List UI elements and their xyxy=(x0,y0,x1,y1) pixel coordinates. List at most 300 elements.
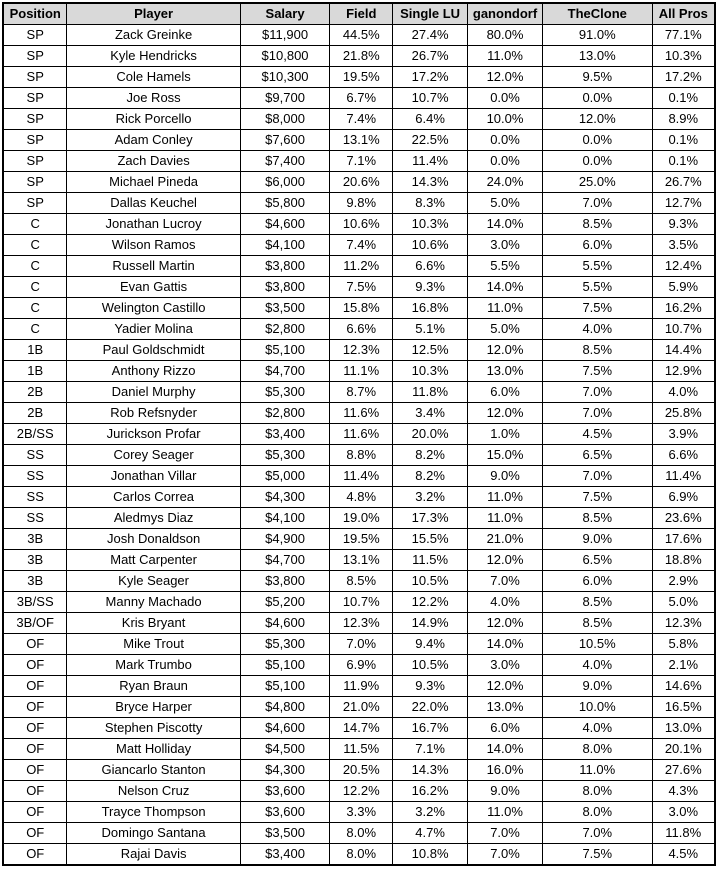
field-cell: 6.9% xyxy=(330,655,393,676)
table-row xyxy=(3,298,715,319)
theclone-cell: 0.0% xyxy=(543,151,653,172)
position-cell: OF xyxy=(3,655,67,676)
field-cell: 7.0% xyxy=(330,634,393,655)
single-lu-cell: 17.2% xyxy=(393,67,468,88)
player-cell: Nelson Cruz xyxy=(67,781,240,802)
ganondorf-cell: 11.0% xyxy=(468,802,543,823)
player-cell: Mike Trout xyxy=(67,634,240,655)
all-pros-cell: 3.9% xyxy=(652,424,715,445)
salary-cell: $3,500 xyxy=(240,298,330,319)
header-all-pros: All Pros xyxy=(652,3,715,25)
position-cell: SP xyxy=(3,67,67,88)
single-lu-cell: 8.3% xyxy=(393,193,468,214)
position-cell: SP xyxy=(3,172,67,193)
all-pros-cell: 5.0% xyxy=(652,592,715,613)
single-lu-cell: 3.4% xyxy=(393,403,468,424)
position-cell: 3B xyxy=(3,529,67,550)
player-cell: Aledmys Diaz xyxy=(67,508,240,529)
all-pros-cell: 5.8% xyxy=(652,634,715,655)
ganondorf-cell: 9.0% xyxy=(468,466,543,487)
player-cell: Josh Donaldson xyxy=(67,529,240,550)
single-lu-cell: 11.4% xyxy=(393,151,468,172)
field-cell: 7.1% xyxy=(330,151,393,172)
player-cell: Zack Greinke xyxy=(67,25,240,46)
all-pros-cell: 0.1% xyxy=(652,130,715,151)
header-field: Field xyxy=(330,3,393,25)
salary-cell: $4,100 xyxy=(240,508,330,529)
ganondorf-cell: 80.0% xyxy=(468,25,543,46)
table-row xyxy=(3,844,715,866)
position-cell: C xyxy=(3,235,67,256)
ganondorf-cell: 7.0% xyxy=(468,571,543,592)
field-cell: 19.0% xyxy=(330,508,393,529)
position-cell: SP xyxy=(3,25,67,46)
theclone-cell: 7.5% xyxy=(543,844,653,866)
salary-cell: $2,800 xyxy=(240,403,330,424)
all-pros-cell: 3.5% xyxy=(652,235,715,256)
position-cell: OF xyxy=(3,739,67,760)
salary-cell: $5,000 xyxy=(240,466,330,487)
ganondorf-cell: 4.0% xyxy=(468,592,543,613)
player-cell: Domingo Santana xyxy=(67,823,240,844)
single-lu-cell: 27.4% xyxy=(393,25,468,46)
player-cell: Jurickson Profar xyxy=(67,424,240,445)
salary-cell: $4,700 xyxy=(240,361,330,382)
table-row xyxy=(3,256,715,277)
ganondorf-cell: 14.0% xyxy=(468,214,543,235)
player-cell: Manny Machado xyxy=(67,592,240,613)
salary-cell: $5,300 xyxy=(240,382,330,403)
ganondorf-cell: 24.0% xyxy=(468,172,543,193)
all-pros-cell: 4.5% xyxy=(652,844,715,866)
table-row xyxy=(3,760,715,781)
all-pros-cell: 12.3% xyxy=(652,613,715,634)
theclone-cell: 8.0% xyxy=(543,781,653,802)
theclone-cell: 8.5% xyxy=(543,592,653,613)
ganondorf-cell: 0.0% xyxy=(468,88,543,109)
field-cell: 20.6% xyxy=(330,172,393,193)
salary-cell: $3,600 xyxy=(240,802,330,823)
table-row xyxy=(3,130,715,151)
all-pros-cell: 10.3% xyxy=(652,46,715,67)
header-salary: Salary xyxy=(240,3,330,25)
salary-cell: $10,800 xyxy=(240,46,330,67)
single-lu-cell: 15.5% xyxy=(393,529,468,550)
salary-cell: $4,600 xyxy=(240,613,330,634)
position-cell: 3B xyxy=(3,550,67,571)
theclone-cell: 4.0% xyxy=(543,718,653,739)
position-cell: C xyxy=(3,214,67,235)
field-cell: 10.6% xyxy=(330,214,393,235)
position-cell: 3B/SS xyxy=(3,592,67,613)
field-cell: 11.2% xyxy=(330,256,393,277)
single-lu-cell: 10.7% xyxy=(393,88,468,109)
table-row xyxy=(3,151,715,172)
theclone-cell: 12.0% xyxy=(543,109,653,130)
field-cell: 8.0% xyxy=(330,844,393,866)
ganondorf-cell: 12.0% xyxy=(468,676,543,697)
ganondorf-cell: 11.0% xyxy=(468,46,543,67)
all-pros-cell: 10.7% xyxy=(652,319,715,340)
salary-cell: $5,200 xyxy=(240,592,330,613)
player-cell: Yadier Molina xyxy=(67,319,240,340)
player-cell: Kyle Seager xyxy=(67,571,240,592)
table-row xyxy=(3,277,715,298)
field-cell: 21.0% xyxy=(330,697,393,718)
player-cell: Ryan Braun xyxy=(67,676,240,697)
player-cell: Russell Martin xyxy=(67,256,240,277)
field-cell: 12.3% xyxy=(330,613,393,634)
ganondorf-cell: 0.0% xyxy=(468,130,543,151)
table-row xyxy=(3,46,715,67)
salary-cell: $3,400 xyxy=(240,844,330,866)
all-pros-cell: 12.7% xyxy=(652,193,715,214)
position-cell: 1B xyxy=(3,340,67,361)
table-row xyxy=(3,340,715,361)
salary-cell: $7,600 xyxy=(240,130,330,151)
table-row xyxy=(3,718,715,739)
single-lu-cell: 10.5% xyxy=(393,655,468,676)
player-cell: Jonathan Villar xyxy=(67,466,240,487)
header-position: Position xyxy=(3,3,67,25)
ganondorf-cell: 5.5% xyxy=(468,256,543,277)
table-row xyxy=(3,25,715,46)
all-pros-cell: 11.8% xyxy=(652,823,715,844)
ganondorf-cell: 11.0% xyxy=(468,508,543,529)
ganondorf-cell: 7.0% xyxy=(468,823,543,844)
ganondorf-cell: 12.0% xyxy=(468,550,543,571)
single-lu-cell: 12.5% xyxy=(393,340,468,361)
field-cell: 11.6% xyxy=(330,403,393,424)
single-lu-cell: 14.9% xyxy=(393,613,468,634)
table-row xyxy=(3,172,715,193)
theclone-cell: 8.0% xyxy=(543,802,653,823)
all-pros-cell: 18.8% xyxy=(652,550,715,571)
position-cell: C xyxy=(3,256,67,277)
theclone-cell: 13.0% xyxy=(543,46,653,67)
field-cell: 10.7% xyxy=(330,592,393,613)
player-cell: Wilson Ramos xyxy=(67,235,240,256)
theclone-cell: 0.0% xyxy=(543,88,653,109)
ganondorf-cell: 14.0% xyxy=(468,277,543,298)
header-single-lu: Single LU xyxy=(393,3,468,25)
theclone-cell: 10.0% xyxy=(543,697,653,718)
field-cell: 7.5% xyxy=(330,277,393,298)
single-lu-cell: 4.7% xyxy=(393,823,468,844)
position-cell: OF xyxy=(3,823,67,844)
theclone-cell: 11.0% xyxy=(543,760,653,781)
all-pros-cell: 17.6% xyxy=(652,529,715,550)
theclone-cell: 9.0% xyxy=(543,529,653,550)
player-cell: Anthony Rizzo xyxy=(67,361,240,382)
table-row xyxy=(3,529,715,550)
table-row xyxy=(3,382,715,403)
field-cell: 8.0% xyxy=(330,823,393,844)
theclone-cell: 7.0% xyxy=(543,466,653,487)
position-cell: 2B/SS xyxy=(3,424,67,445)
position-cell: 1B xyxy=(3,361,67,382)
field-cell: 20.5% xyxy=(330,760,393,781)
theclone-cell: 25.0% xyxy=(543,172,653,193)
ganondorf-cell: 1.0% xyxy=(468,424,543,445)
salary-cell: $4,600 xyxy=(240,718,330,739)
salary-cell: $4,500 xyxy=(240,739,330,760)
header-player: Player xyxy=(67,3,240,25)
all-pros-cell: 17.2% xyxy=(652,67,715,88)
all-pros-cell: 16.5% xyxy=(652,697,715,718)
single-lu-cell: 10.3% xyxy=(393,214,468,235)
theclone-cell: 6.5% xyxy=(543,445,653,466)
ganondorf-cell: 12.0% xyxy=(468,67,543,88)
field-cell: 8.5% xyxy=(330,571,393,592)
single-lu-cell: 14.3% xyxy=(393,172,468,193)
theclone-cell: 8.5% xyxy=(543,508,653,529)
player-cell: Trayce Thompson xyxy=(67,802,240,823)
ganondorf-cell: 13.0% xyxy=(468,361,543,382)
player-cell: Welington Castillo xyxy=(67,298,240,319)
salary-cell: $3,600 xyxy=(240,781,330,802)
player-cell: Kyle Hendricks xyxy=(67,46,240,67)
position-cell: OF xyxy=(3,844,67,866)
ganondorf-cell: 13.0% xyxy=(468,697,543,718)
table-row xyxy=(3,592,715,613)
single-lu-cell: 3.2% xyxy=(393,487,468,508)
theclone-cell: 8.0% xyxy=(543,739,653,760)
field-cell: 13.1% xyxy=(330,130,393,151)
salary-cell: $2,800 xyxy=(240,319,330,340)
field-cell: 4.8% xyxy=(330,487,393,508)
field-cell: 11.4% xyxy=(330,466,393,487)
salary-cell: $9,700 xyxy=(240,88,330,109)
single-lu-cell: 9.4% xyxy=(393,634,468,655)
table-row xyxy=(3,781,715,802)
table-row xyxy=(3,739,715,760)
theclone-cell: 5.5% xyxy=(543,256,653,277)
ganondorf-cell: 11.0% xyxy=(468,487,543,508)
position-cell: OF xyxy=(3,760,67,781)
single-lu-cell: 3.2% xyxy=(393,802,468,823)
player-cell: Rajai Davis xyxy=(67,844,240,866)
salary-cell: $4,800 xyxy=(240,697,330,718)
ganondorf-cell: 12.0% xyxy=(468,403,543,424)
field-cell: 9.8% xyxy=(330,193,393,214)
position-cell: OF xyxy=(3,781,67,802)
single-lu-cell: 9.3% xyxy=(393,676,468,697)
all-pros-cell: 14.6% xyxy=(652,676,715,697)
field-cell: 6.7% xyxy=(330,88,393,109)
player-cell: Mark Trumbo xyxy=(67,655,240,676)
table-row xyxy=(3,655,715,676)
all-pros-cell: 5.9% xyxy=(652,277,715,298)
ganondorf-cell: 3.0% xyxy=(468,655,543,676)
field-cell: 12.3% xyxy=(330,340,393,361)
table-row xyxy=(3,487,715,508)
ganondorf-cell: 14.0% xyxy=(468,634,543,655)
theclone-cell: 7.0% xyxy=(543,823,653,844)
theclone-cell: 91.0% xyxy=(543,25,653,46)
single-lu-cell: 7.1% xyxy=(393,739,468,760)
player-cell: Stephen Piscotty xyxy=(67,718,240,739)
all-pros-cell: 12.4% xyxy=(652,256,715,277)
all-pros-cell: 20.1% xyxy=(652,739,715,760)
player-cell: Bryce Harper xyxy=(67,697,240,718)
position-cell: 2B xyxy=(3,403,67,424)
theclone-cell: 4.0% xyxy=(543,319,653,340)
field-cell: 7.4% xyxy=(330,235,393,256)
table-row xyxy=(3,466,715,487)
position-cell: C xyxy=(3,277,67,298)
salary-cell: $3,500 xyxy=(240,823,330,844)
position-cell: SP xyxy=(3,46,67,67)
salary-cell: $11,900 xyxy=(240,25,330,46)
theclone-cell: 6.5% xyxy=(543,550,653,571)
position-cell: SS xyxy=(3,445,67,466)
ganondorf-cell: 6.0% xyxy=(468,382,543,403)
all-pros-cell: 4.0% xyxy=(652,382,715,403)
table-row xyxy=(3,823,715,844)
field-cell: 19.5% xyxy=(330,67,393,88)
field-cell: 11.9% xyxy=(330,676,393,697)
salary-cell: $3,800 xyxy=(240,277,330,298)
ganondorf-cell: 7.0% xyxy=(468,844,543,866)
all-pros-cell: 0.1% xyxy=(652,151,715,172)
single-lu-cell: 5.1% xyxy=(393,319,468,340)
salary-cell: $10,300 xyxy=(240,67,330,88)
single-lu-cell: 8.2% xyxy=(393,466,468,487)
table-row xyxy=(3,508,715,529)
field-cell: 7.4% xyxy=(330,109,393,130)
table-row xyxy=(3,88,715,109)
position-cell: SP xyxy=(3,130,67,151)
theclone-cell: 8.5% xyxy=(543,613,653,634)
player-cell: Carlos Correa xyxy=(67,487,240,508)
position-cell: OF xyxy=(3,718,67,739)
player-cell: Kris Bryant xyxy=(67,613,240,634)
ganondorf-cell: 15.0% xyxy=(468,445,543,466)
field-cell: 21.8% xyxy=(330,46,393,67)
position-cell: OF xyxy=(3,676,67,697)
table-row xyxy=(3,424,715,445)
field-cell: 6.6% xyxy=(330,319,393,340)
salary-cell: $3,400 xyxy=(240,424,330,445)
salary-cell: $4,900 xyxy=(240,529,330,550)
field-cell: 11.5% xyxy=(330,739,393,760)
single-lu-cell: 17.3% xyxy=(393,508,468,529)
table-row xyxy=(3,193,715,214)
ganondorf-cell: 12.0% xyxy=(468,340,543,361)
table-row xyxy=(3,361,715,382)
all-pros-cell: 14.4% xyxy=(652,340,715,361)
theclone-cell: 7.5% xyxy=(543,298,653,319)
player-cell: Giancarlo Stanton xyxy=(67,760,240,781)
position-cell: OF xyxy=(3,634,67,655)
ganondorf-cell: 14.0% xyxy=(468,739,543,760)
table-row xyxy=(3,214,715,235)
single-lu-cell: 16.8% xyxy=(393,298,468,319)
player-cell: Jonathan Lucroy xyxy=(67,214,240,235)
position-cell: OF xyxy=(3,697,67,718)
ganondorf-cell: 12.0% xyxy=(468,613,543,634)
ganondorf-cell: 0.0% xyxy=(468,151,543,172)
all-pros-cell: 0.1% xyxy=(652,88,715,109)
player-cell: Dallas Keuchel xyxy=(67,193,240,214)
field-cell: 44.5% xyxy=(330,25,393,46)
ganondorf-cell: 6.0% xyxy=(468,718,543,739)
theclone-cell: 7.5% xyxy=(543,361,653,382)
all-pros-cell: 77.1% xyxy=(652,25,715,46)
all-pros-cell: 26.7% xyxy=(652,172,715,193)
all-pros-cell: 3.0% xyxy=(652,802,715,823)
field-cell: 11.6% xyxy=(330,424,393,445)
field-cell: 15.8% xyxy=(330,298,393,319)
salary-cell: $6,000 xyxy=(240,172,330,193)
all-pros-cell: 23.6% xyxy=(652,508,715,529)
table-row xyxy=(3,613,715,634)
theclone-cell: 4.0% xyxy=(543,655,653,676)
player-cell: Daniel Murphy xyxy=(67,382,240,403)
ganondorf-cell: 9.0% xyxy=(468,781,543,802)
single-lu-cell: 11.5% xyxy=(393,550,468,571)
position-cell: SS xyxy=(3,466,67,487)
all-pros-cell: 16.2% xyxy=(652,298,715,319)
all-pros-cell: 2.1% xyxy=(652,655,715,676)
single-lu-cell: 11.8% xyxy=(393,382,468,403)
all-pros-cell: 2.9% xyxy=(652,571,715,592)
header-ganondorf: ganondorf xyxy=(468,3,543,25)
single-lu-cell: 22.0% xyxy=(393,697,468,718)
ganondorf-cell: 5.0% xyxy=(468,319,543,340)
field-cell: 13.1% xyxy=(330,550,393,571)
single-lu-cell: 8.2% xyxy=(393,445,468,466)
ganondorf-cell: 21.0% xyxy=(468,529,543,550)
table-row xyxy=(3,235,715,256)
salary-cell: $5,100 xyxy=(240,340,330,361)
all-pros-cell: 4.3% xyxy=(652,781,715,802)
position-cell: SP xyxy=(3,193,67,214)
table-row xyxy=(3,109,715,130)
player-cell: Rick Porcello xyxy=(67,109,240,130)
player-cell: Joe Ross xyxy=(67,88,240,109)
player-cell: Corey Seager xyxy=(67,445,240,466)
field-cell: 8.7% xyxy=(330,382,393,403)
all-pros-cell: 9.3% xyxy=(652,214,715,235)
position-cell: SS xyxy=(3,487,67,508)
position-cell: C xyxy=(3,298,67,319)
single-lu-cell: 10.3% xyxy=(393,361,468,382)
theclone-cell: 8.5% xyxy=(543,340,653,361)
field-cell: 19.5% xyxy=(330,529,393,550)
player-cell: Michael Pineda xyxy=(67,172,240,193)
table-body xyxy=(3,25,715,866)
theclone-cell: 6.0% xyxy=(543,235,653,256)
player-cell: Paul Goldschmidt xyxy=(67,340,240,361)
theclone-cell: 8.5% xyxy=(543,214,653,235)
table-row xyxy=(3,550,715,571)
theclone-cell: 6.0% xyxy=(543,571,653,592)
position-cell: OF xyxy=(3,802,67,823)
all-pros-cell: 27.6% xyxy=(652,760,715,781)
single-lu-cell: 9.3% xyxy=(393,277,468,298)
salary-cell: $8,000 xyxy=(240,109,330,130)
all-pros-cell: 6.9% xyxy=(652,487,715,508)
theclone-cell: 10.5% xyxy=(543,634,653,655)
position-cell: SS xyxy=(3,508,67,529)
table-row xyxy=(3,634,715,655)
single-lu-cell: 20.0% xyxy=(393,424,468,445)
single-lu-cell: 26.7% xyxy=(393,46,468,67)
position-cell: SP xyxy=(3,109,67,130)
theclone-cell: 7.0% xyxy=(543,382,653,403)
